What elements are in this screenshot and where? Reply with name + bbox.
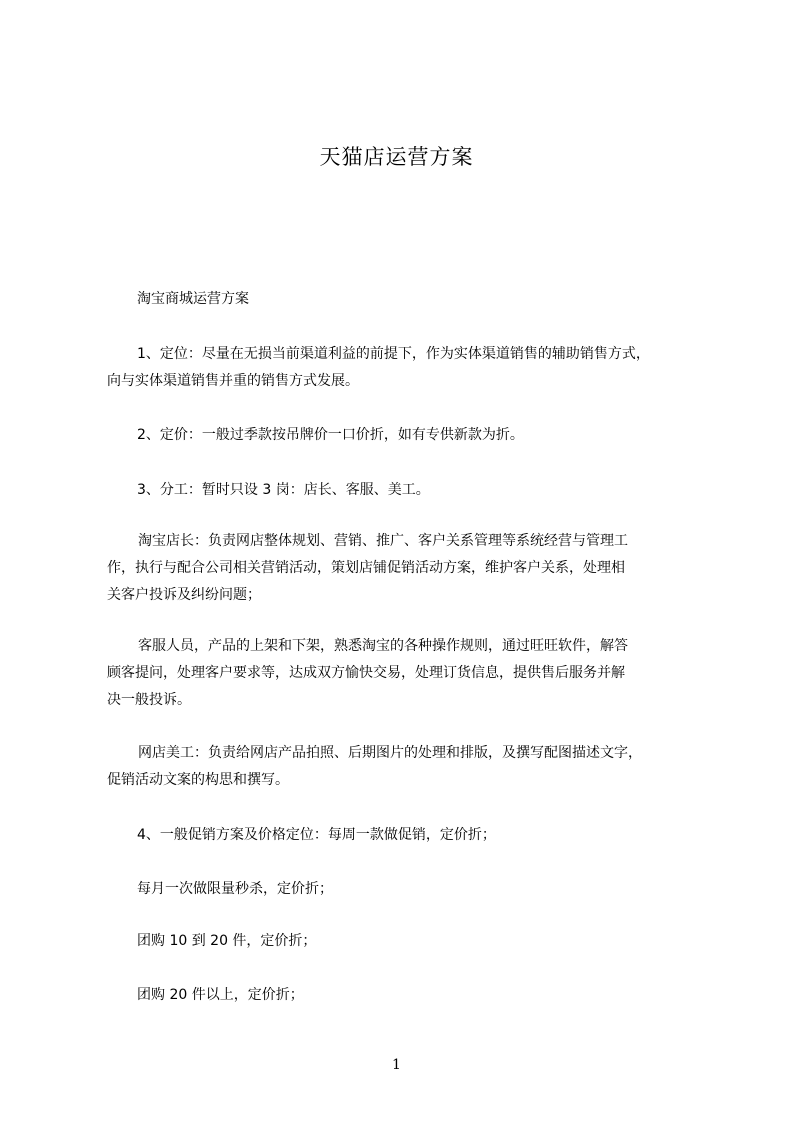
service-line-3: 决一般投诉。 (107, 692, 191, 708)
service-line-1: 客服人员，产品的上架和下架，熟悉淘宝的各种操作规则，通过旺旺软件，解答 (138, 638, 628, 654)
paragraph-positioning (107, 341, 650, 395)
paragraph-designer (107, 740, 642, 794)
page-number: 1 (392, 1057, 401, 1073)
group-large-text: 团购 20 件以上，定价折； (137, 987, 304, 1003)
manager-line-1: 淘宝店长：负责网店整体规划、营销、推广、客户关系管理等系统经营与管理工 (138, 533, 628, 549)
service-line-2: 顾客提问，处理客户要求等，达成双方愉快交易，处理订货信息，提供售后服务并解 (107, 665, 625, 681)
division-text: 3、分工：暂时只设 3 岗：店长、客服、美工。 (137, 482, 430, 498)
paragraph-promotion-weekly (137, 822, 496, 849)
pricing-text: 2、定价：一般过季款按吊牌价一口价折，如有专供新款为折。 (137, 427, 524, 443)
designer-line-2: 促销活动文案的构思和撰写。 (107, 772, 289, 788)
document-title: 天猫店运营方案 (319, 145, 474, 169)
manager-line-3: 关客户投诉及纠纷问题； (107, 587, 261, 603)
subtitle-text: 淘宝商城运营方案 (137, 291, 249, 307)
manager-line-2: 作，执行与配合公司相关营销活动，策划店铺促销活动方案，维护客户关系，处理相 (107, 560, 625, 576)
paragraph-manager (107, 528, 628, 609)
paragraph-promotion-monthly (137, 876, 333, 903)
paragraph-pricing (137, 422, 524, 449)
promotion-weekly-text: 4、一般促销方案及价格定位：每周一款做促销，定价折； (137, 827, 496, 843)
group-small-text: 团购 10 到 20 件，定价折； (137, 933, 317, 949)
promotion-monthly-text: 每月一次做限量秒杀，定价折； (137, 881, 333, 897)
paragraph-group-large (137, 982, 304, 1009)
paragraph-group-small (137, 928, 316, 955)
designer-line-1: 网店美工：负责给网店产品拍照、后期图片的处理和排版，及撰写配图描述文字， (138, 745, 642, 761)
positioning-line-1: 1、定位：尽量在无损当前渠道利益的前提下，作为实体渠道销售的辅助销售方式， (137, 346, 650, 362)
paragraph-service (107, 633, 628, 714)
positioning-line-2: 向与实体渠道销售并重的销售方式发展。 (107, 373, 359, 389)
subtitle (137, 286, 249, 313)
paragraph-division (137, 477, 430, 504)
